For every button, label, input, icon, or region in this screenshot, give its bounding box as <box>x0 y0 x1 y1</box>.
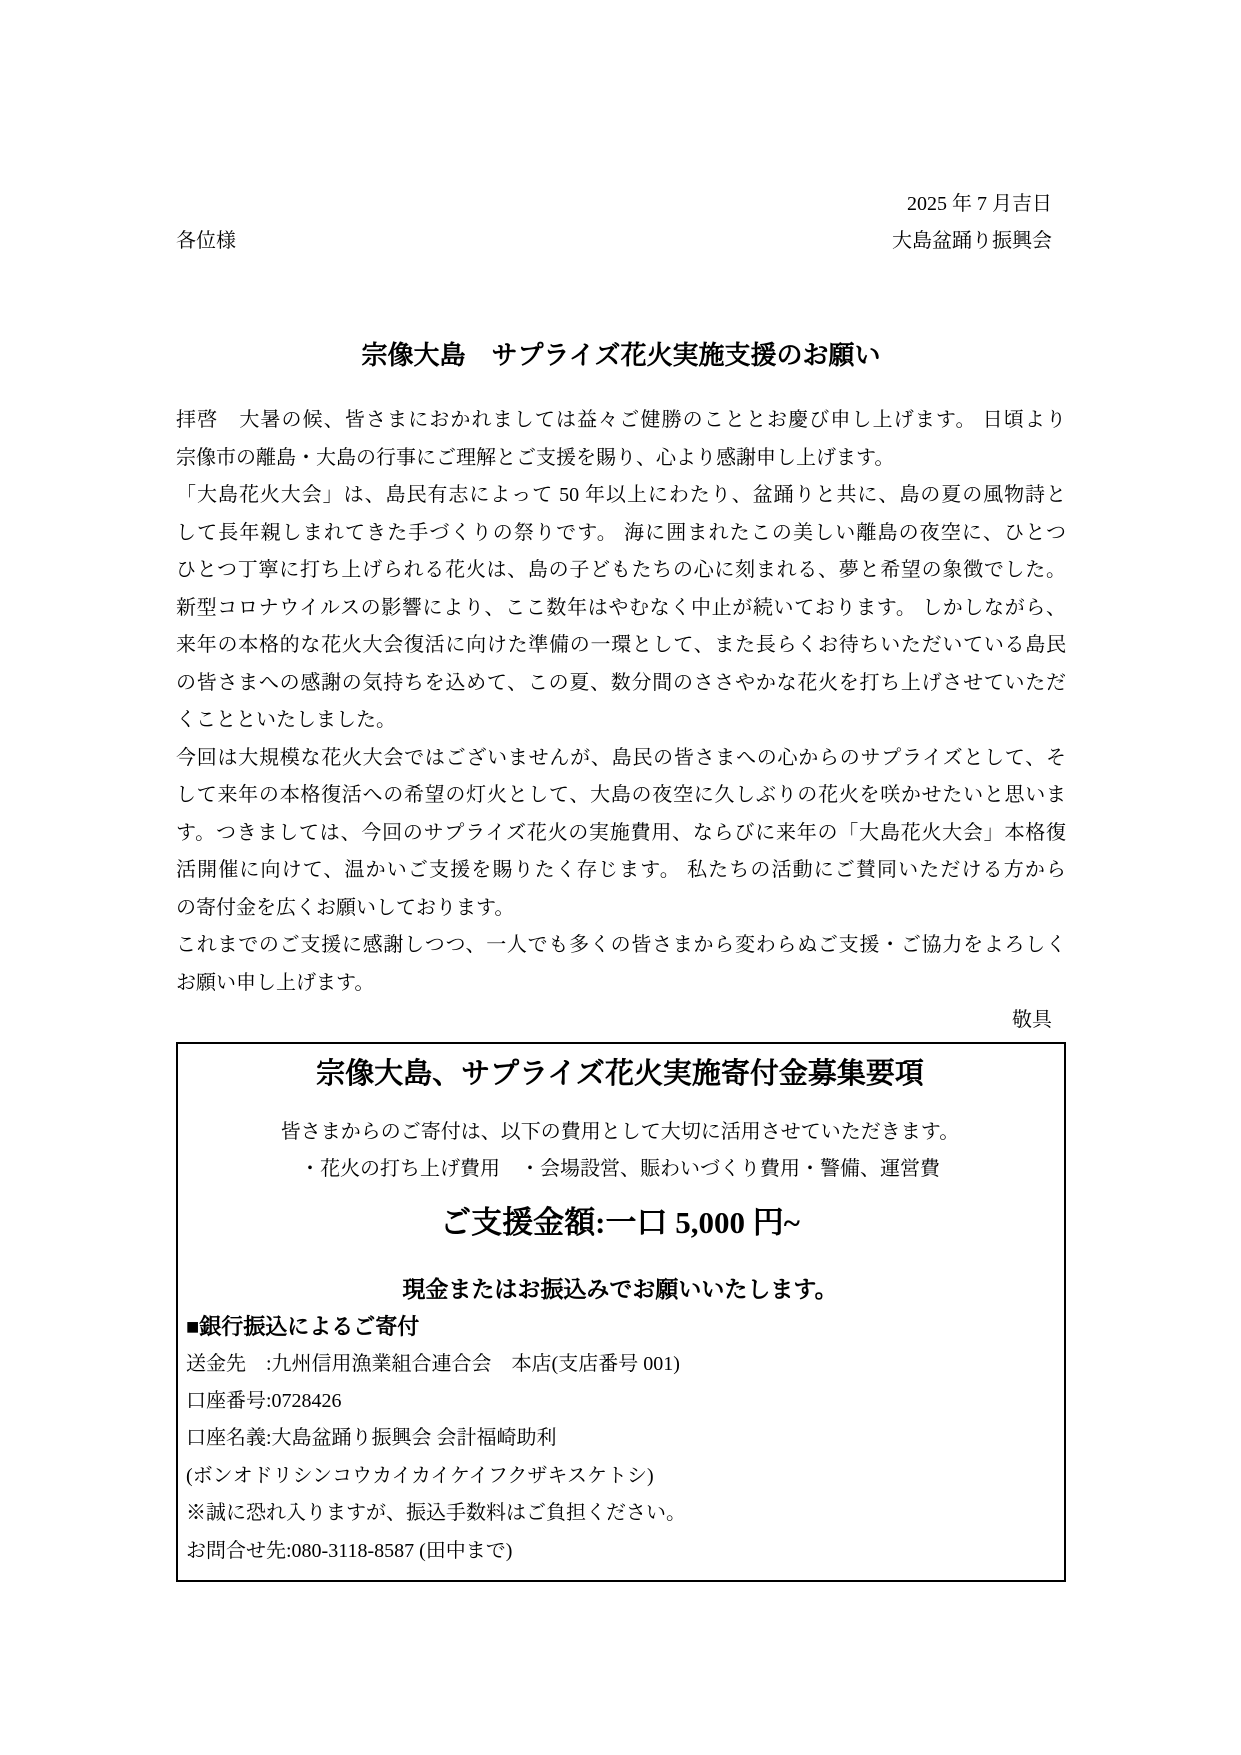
body-line: 拝啓 大暑の候、皆さまにおかれましては益々ご健勝のこととお慶び申し上げます。 日頃より <box>176 409 1066 431</box>
address-row <box>176 223 1066 260</box>
bank-detail-line: お問合せ先:080-3118-8587 (田中まで) <box>186 1539 513 1562</box>
body-line: す。つきましては、今回のサプライズ花火の実施費用、ならびに来年の「大島花火大会」本格復 <box>176 821 1066 844</box>
body-line: の皆さまへの感謝の気持ちを込めて、この夏、数分間のささやかな花火を打ち上げさせていただ <box>176 671 1066 694</box>
bank-details <box>186 1346 1054 1570</box>
body-line: 「大島花火大会」は、島民有志によって 50 年以上にわたり、盆踊りと共に、島の夏の風物詩と <box>176 484 1066 506</box>
body-line: して来年の本格復活への希望の灯火として、大島の夜空に久しぶりの花火を咲かせたいと思いま <box>176 784 1066 806</box>
bank-detail-line: ※誠に恐れ入りますが、振込手数料はご負担ください。 <box>186 1502 686 1525</box>
body-line: ひとつ丁寧に打ち上げられる花火は、島の子どもたちの心に刻まれる、夢と希望の象徴でした。 <box>176 559 1066 581</box>
bank-detail-line: (ボンオドリシンコウカイカイケイフクザキスケトシ) <box>186 1464 654 1487</box>
donation-usage-items: ・花火の打ち上げ費用 ・会場設営、賑わいづくり費用・警備、運営費 <box>300 1158 940 1180</box>
letter-title: 宗像大島 サプライズ花火実施支援のお願い <box>361 341 881 370</box>
donation-info-box <box>176 1042 1066 1582</box>
bank-detail-line: 送金先 :九州信用漁業組合連合会 本店(支店番号 001) <box>186 1352 680 1375</box>
body-line: 宗像市の離島・大島の行事にご理解とご支援を賜り、心より感謝申し上げます。 <box>176 446 895 469</box>
bank-detail-line: 口座番号:0728426 <box>186 1389 342 1412</box>
closing-keigu: 敬具 <box>1012 1009 1052 1031</box>
body-line: 来年の本格的な花火大会復活に向けた準備の一環として、また長らくお待ちいただいている島民 <box>176 634 1066 656</box>
payment-method: 現金またはお振込みでお願いいたします。 <box>402 1276 838 1302</box>
donation-box-title: 宗像大島、サプライズ花火実施寄付金募集要項 <box>316 1057 924 1090</box>
bank-detail-line: 口座名義:大島盆踊り振興会 会計福崎助利 <box>186 1427 557 1450</box>
body-line: の寄付金を広くお願いしております。 <box>176 896 515 919</box>
body-line: 活開催に向けて、温かいご支援を賜りたく存じます。 私たちの活動にご賛同いただける方から <box>176 859 1066 881</box>
body-line: 新型コロナウイルスの影響により、ここ数年はやむなく中止が続いております。 しかしながら、 <box>176 596 1066 619</box>
donation-amount: ご支援金額:一口 5,000 円~ <box>440 1204 800 1240</box>
date-line: 2025 年 7 月吉日 <box>907 193 1052 215</box>
donation-usage-intro: 皆さまからのご寄付は、以下の費用として大切に活用させていただきます。 <box>280 1120 960 1143</box>
body-line: これまでのご支援に感謝しつつ、一人でも多くの皆さまから変わらぬご支援・ご協力をよろしく <box>176 934 1066 956</box>
letter-body <box>176 402 1066 1002</box>
sender-organization: 大島盆踊り振興会 <box>892 230 1052 252</box>
body-line: お願い申し上げます。 <box>176 971 375 994</box>
bank-transfer-heading: ■銀行振込によるご寄付 <box>186 1314 420 1339</box>
body-line: して長年親しまれてきた手づくりの祭りです。 海に囲まれたこの美しい離島の夜空に、ひとつ <box>176 521 1066 544</box>
body-line: くことといたしました。 <box>176 709 396 731</box>
body-line: 今回は大規模な花火大会ではございませんが、島民の皆さまへの心からのサプライズとして、そ <box>176 746 1066 769</box>
recipient: 各位様 <box>176 230 236 252</box>
